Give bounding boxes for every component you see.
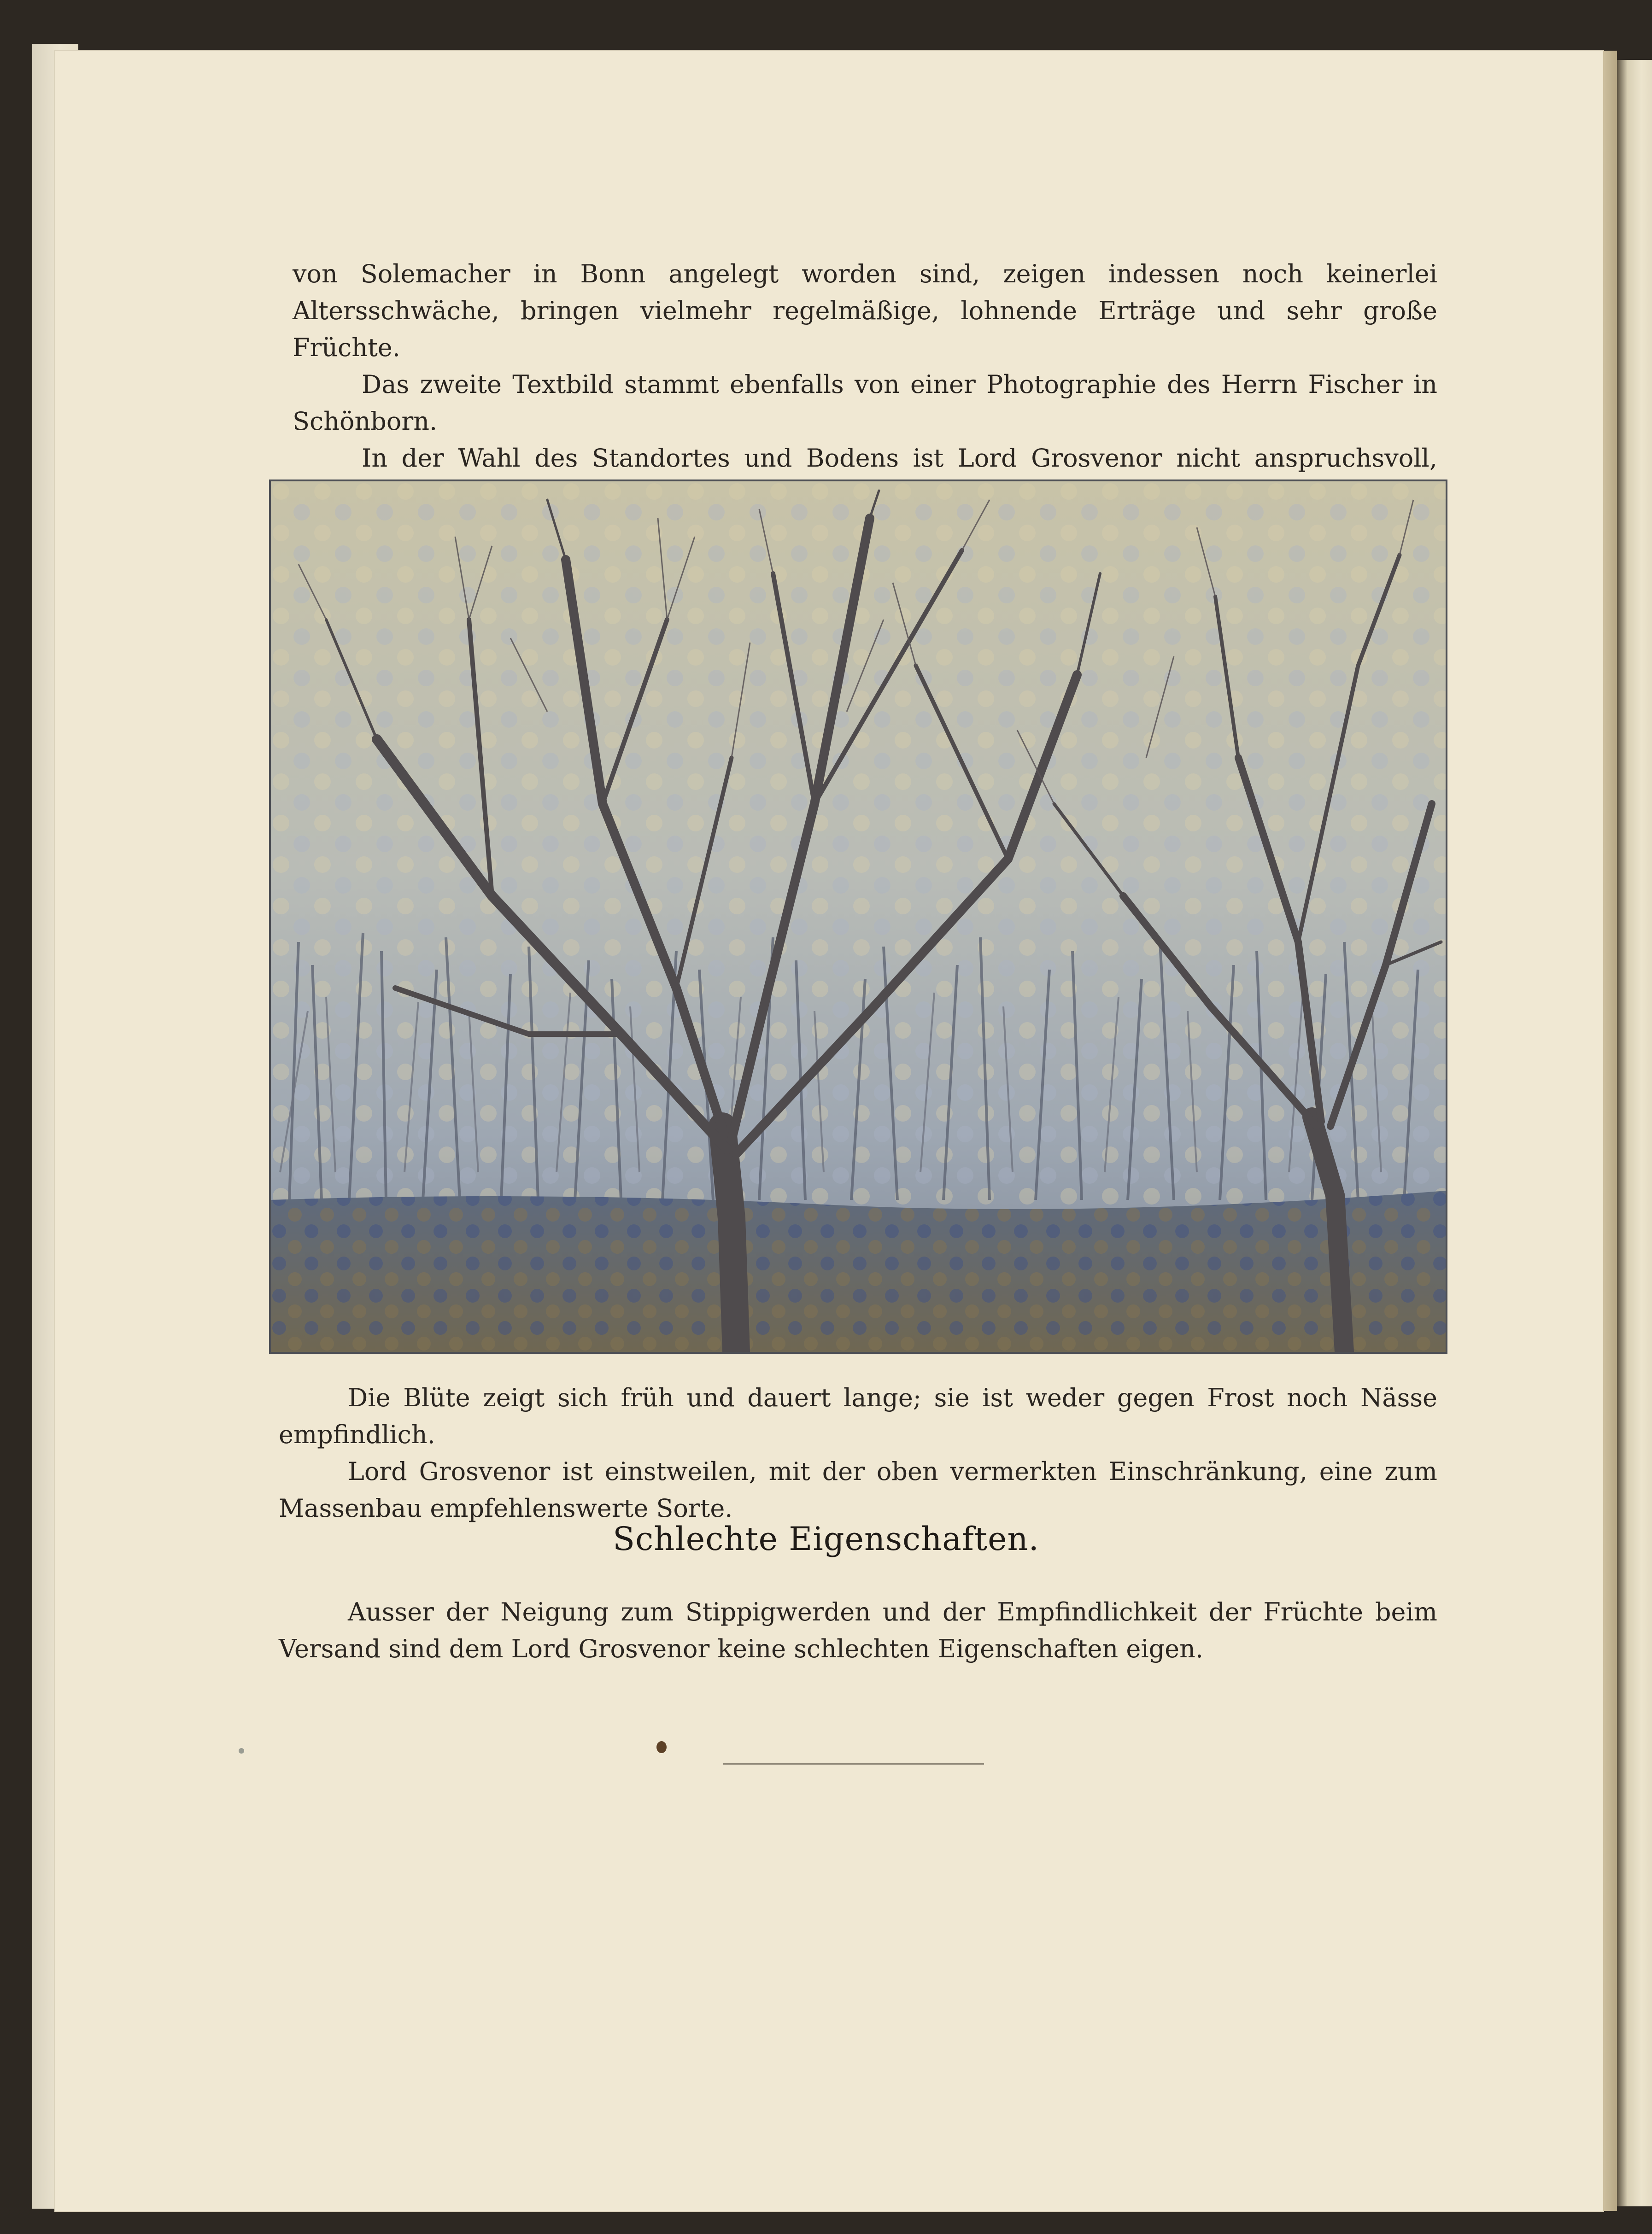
paragraph: Ausser der Neigung zum Stippigwerden und der Empfindlichkeit der Früchte beim Versand sind dem Lord Grosvenor keine schlechten Eigenschaften eigen. xyxy=(279,1597,1437,1663)
section-heading: Schlechte Eigenschaften. xyxy=(613,1520,1039,1558)
paragraph: Lord Grosvenor ist einstweilen, mit der oben vermerkten Einschränkung, eine zum Massenbau empfehlenswerte Sorte. xyxy=(279,1457,1437,1523)
orchard-photograph xyxy=(271,481,1446,1352)
book-spine xyxy=(1603,51,1617,2211)
paragraph: Das zweite Textbild stammt ebenfalls von einer Photographie des Herrn Fischer in Schönborn. xyxy=(293,370,1437,436)
ink-speck xyxy=(239,1748,244,1754)
text-bottom xyxy=(279,1594,1437,1667)
text-middle xyxy=(279,1380,1437,1527)
next-page-edge xyxy=(1617,60,1652,2206)
paragraph: Die Blüte zeigt sich früh und dauert lange; sie ist weder gegen Frost noch Nässe empfindlich. xyxy=(279,1383,1437,1449)
ink-speck xyxy=(656,1741,667,1753)
paragraph: In der Wahl des Standortes und Bodens ist Lord Grosvenor nicht anspruchsvoll, xyxy=(362,444,1437,473)
closing-rule xyxy=(723,1763,984,1765)
text-top xyxy=(293,256,1437,514)
paragraph: von Solemacher in Bonn angelegt worden sind, zeigen indessen noch keinerlei Altersschwäche, bringen vielmehr regelmäßige, lohnende Erträge und sehr große Früchte. xyxy=(293,259,1437,362)
bare-apple-trees-image xyxy=(271,481,1446,1352)
